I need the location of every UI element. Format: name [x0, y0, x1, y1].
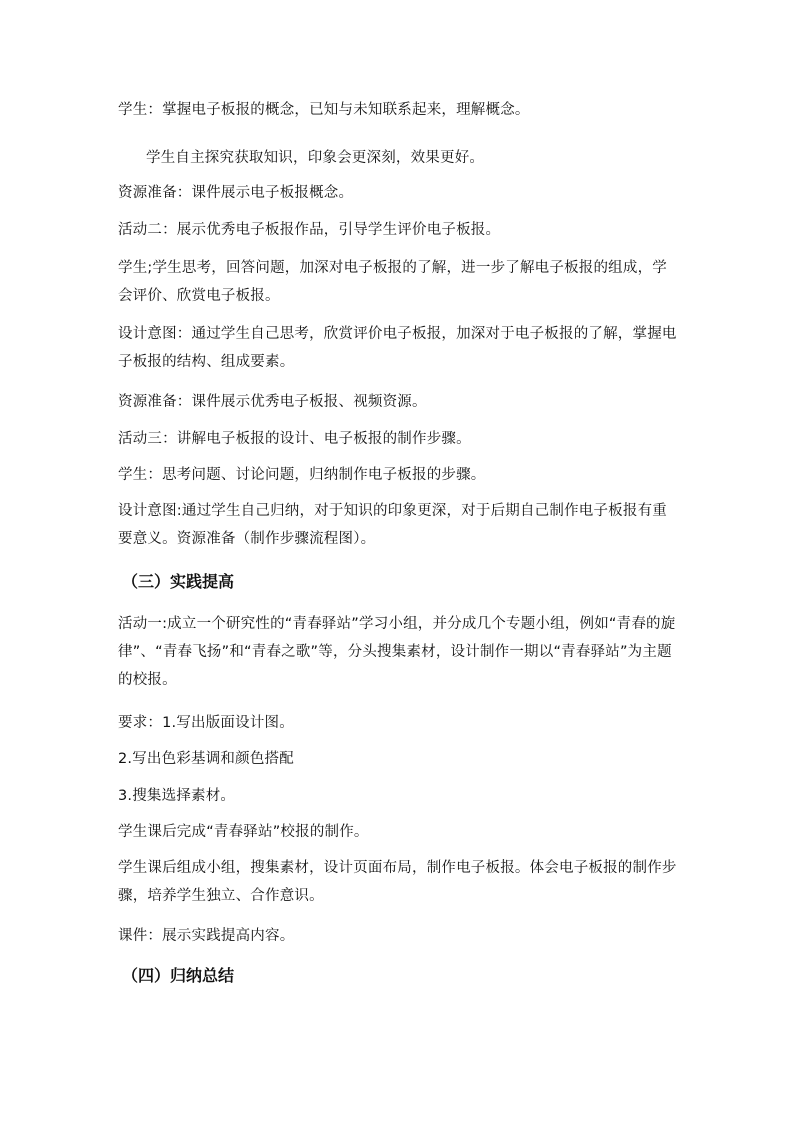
paragraph-requirement-1: 要求：1.写出版面设计图。 — [118, 715, 294, 731]
paragraph-courseware: 课件：展示实践提高内容。 — [118, 928, 295, 944]
paragraph-activity-2: 活动二：展示优秀电子板报作品，引导学生评价电子板报。 — [118, 222, 501, 238]
paragraph-design-intent-1: 设计意图：通过学生自己思考，欣赏评价电子板报，加深对于电子板报的了解，掌握电子板报的结构、组成要素。 — [118, 326, 677, 370]
paragraph-student-think: 学生;学生思考，回答问题，加深对电子板报的了解，进一步了解电子板报的组成，学会评价、欣赏电子板报。 — [118, 260, 667, 304]
paragraph-activity-3: 活动三：讲解电子板报的设计、电子板报的制作步骤。 — [118, 431, 471, 447]
paragraph-requirement-2: 2.写出色彩基调和颜色搭配 — [118, 751, 294, 767]
paragraph-group-work: 学生课后组成小组，搜集素材，设计页面布局，制作电子板报。体会电子板报的制作步骤，培养学生独立、合作意识。 — [118, 860, 677, 904]
paragraph-resource-2: 资源准备：课件展示优秀电子板报、视频资源。 — [118, 394, 427, 410]
paragraph-design-intent-2: 设计意图:通过学生自己归纳，对于知识的印象更深，对于后期自己制作电子板报有重要意义。资源准备（制作步骤流程图）。 — [118, 503, 667, 547]
paragraph-activity-1: 活动一:成立一个研究性的“青春驿站”学习小组，并分成几个专题小组，例如“青春的旋律”、“青春飞扬”和“青春之歌”等，分头搜集素材，设计制作一期以“青春驿站”为主题的校报。 — [118, 616, 676, 688]
paragraph-student-concept: 学生：掌握电子板报的概念，已知与未知联系起来，理解概念。 — [118, 102, 530, 118]
paragraph-resource-1: 资源准备：课件展示电子板报概念。 — [118, 185, 354, 201]
heading-summary: （四）归纳总结 — [122, 966, 235, 985]
paragraph-after-class: 学生课后完成“青春驿站”校报的制作。 — [118, 824, 369, 840]
paragraph-student-discuss: 学生：思考问题、讨论问题，归纳制作电子板报的步骤。 — [118, 467, 486, 483]
heading-practice: （三）实践提高 — [122, 572, 235, 591]
paragraph-self-explore: 学生自主探究获取知识，印象会更深刻，效果更好。 — [146, 150, 485, 166]
paragraph-requirement-3: 3.搜集选择素材。 — [118, 788, 236, 804]
